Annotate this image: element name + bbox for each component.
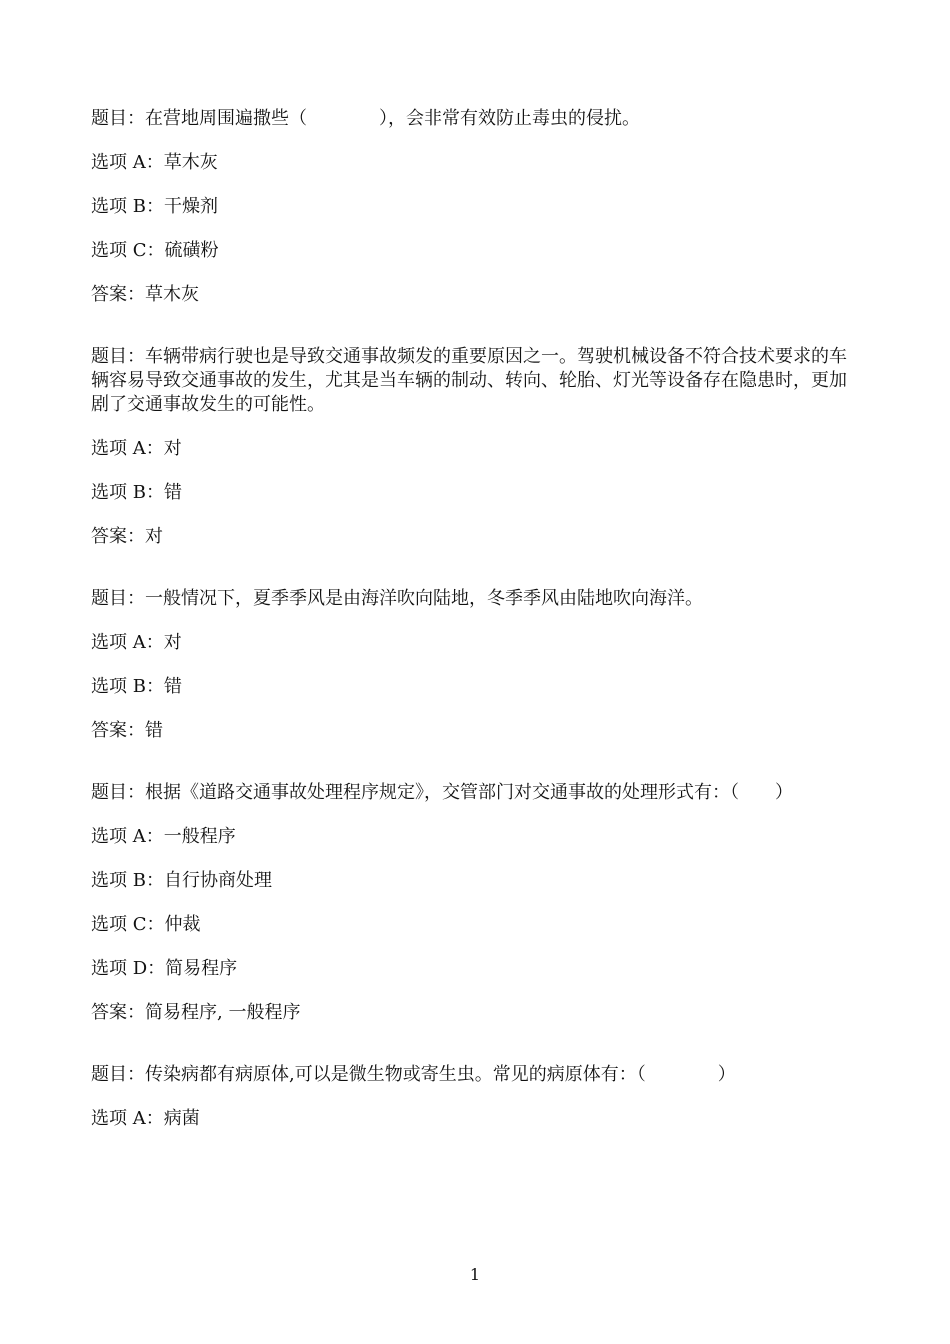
option-b: 选项 B：自行协商处理 bbox=[91, 870, 272, 891]
option-b: 选项 B：干燥剂 bbox=[91, 196, 218, 217]
question-title: 题目：一般情况下，夏季季风是由海洋吹向陆地，冬季季风由陆地吹向海洋。 bbox=[91, 588, 703, 609]
question-title: 题目：根据《道路交通事故处理程序规定》，交管部门对交通事故的处理形式有：（ ） bbox=[91, 782, 793, 803]
question-title: 题目：在营地周围遍撒些（ ），会非常有效防止毒虫的侵扰。 bbox=[91, 108, 640, 129]
question-block-4 bbox=[91, 781, 861, 1025]
question-block-5 bbox=[91, 1063, 861, 1131]
question-list bbox=[91, 107, 861, 1151]
question-block-1 bbox=[91, 107, 861, 307]
option-c: 选项 C：硫磺粉 bbox=[91, 240, 219, 261]
option-a: 选项 A：草木灰 bbox=[91, 152, 218, 173]
option-d: 选项 D：简易程序 bbox=[91, 958, 238, 979]
option-a: 选项 A：对 bbox=[91, 438, 182, 459]
answer: 答案：草木灰 bbox=[91, 284, 199, 305]
question-block-3 bbox=[91, 587, 861, 743]
option-a: 选项 A：对 bbox=[91, 632, 182, 653]
question-title: 题目：车辆带病行驶也是导致交通事故频发的重要原因之一。驾驶机械设备不符合技术要求的车辆容易导致交通事故的发生，尤其是当车辆的制动、转向、轮胎、灯光等设备存在隐患时，更加剧了交通事故发生的可能性。 bbox=[91, 346, 847, 415]
option-a: 选项 A：一般程序 bbox=[91, 826, 236, 847]
answer: 答案：错 bbox=[91, 720, 163, 741]
option-c: 选项 C：仲裁 bbox=[91, 914, 201, 935]
option-b: 选项 B：错 bbox=[91, 676, 182, 697]
question-title: 题目：传染病都有病原体,可以是微生物或寄生虫。常见的病原体有：（ ） bbox=[91, 1064, 736, 1085]
option-a: 选项 A：病菌 bbox=[91, 1108, 200, 1129]
page-number: 1 bbox=[469, 1265, 481, 1284]
answer: 答案：简易程序, 一般程序 bbox=[91, 1002, 301, 1023]
question-block-2 bbox=[91, 345, 861, 549]
option-b: 选项 B：错 bbox=[91, 482, 182, 503]
answer: 答案：对 bbox=[91, 526, 163, 547]
